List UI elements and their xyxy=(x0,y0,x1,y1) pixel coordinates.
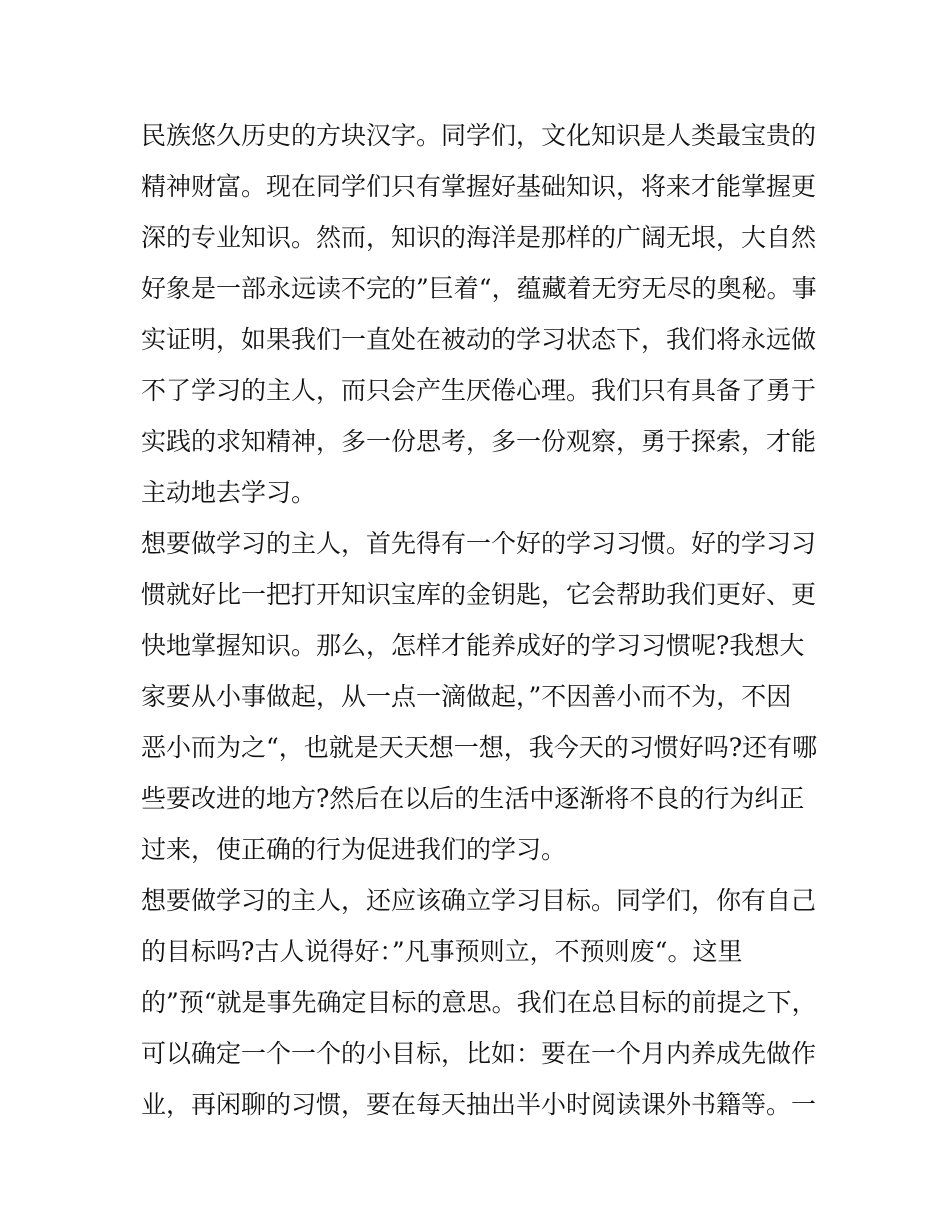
text-line: 民族悠久历史的方块汉字。同学们，文化知识是人类最宝贵的 xyxy=(141,121,817,150)
text-line: 可以确定一个一个的小目标，比如：要在一个月内养成先做作 xyxy=(141,1039,817,1068)
text-line: 实证明，如果我们一直处在被动的学习状态下，我们将永远做 xyxy=(141,325,817,354)
text-line: 惯就好比一把打开知识宝库的金钥匙，它会帮助我们更好、更 xyxy=(141,580,817,609)
text-line: 恶小而为之“，也就是天天想一想，我今天的习惯好吗?还有哪 xyxy=(141,733,818,762)
text-line: 不了学习的主人，而只会产生厌倦心理。我们只有具备了勇于 xyxy=(141,376,817,405)
text-line: 的”预“就是事先确定目标的意思。我们在总目标的前提之下， xyxy=(141,988,817,1017)
text-line: 的目标吗?古人说得好：”凡事预则立，不预则废“。这里 xyxy=(141,937,743,966)
text-line: 主动地去学习。 xyxy=(141,478,317,507)
text-line: 想要做学习的主人，首先得有一个好的学习习惯。好的学习习 xyxy=(141,529,817,558)
text-line: 过来，使正确的行为促进我们的学习。 xyxy=(141,835,567,864)
text-line: 快地掌握知识。那么，怎样才能养成好的学习习惯呢?我想大 xyxy=(141,631,805,660)
text-line: 深的专业知识。然而，知识的海洋是那样的广阔无垠，大自然 xyxy=(141,223,817,252)
text-line: 业，再闲聊的习惯，要在每天抽出半小时阅读课外书籍等。一 xyxy=(141,1090,817,1119)
text-line: 想要做学习的主人，还应该确立学习目标。同学们，你有自己 xyxy=(141,886,817,915)
text-line: 实践的求知精神，多一份思考，多一份观察，勇于探索，才能 xyxy=(141,427,817,456)
text-line: 家要从小事做起，从一点一滴做起，”不因善小而不为，不因 xyxy=(141,682,792,711)
text-line: 些要改进的地方?然后在以后的生活中逐渐将不良的行为纠正 xyxy=(141,784,805,813)
text-line: 精神财富。现在同学们只有掌握好基础知识，将来才能掌握更 xyxy=(141,172,817,201)
text-line: 好象是一部永远读不完的”巨着“，蕴藏着无穷无尽的奥秘。事 xyxy=(141,274,817,303)
document-body-text xyxy=(141,110,821,1130)
